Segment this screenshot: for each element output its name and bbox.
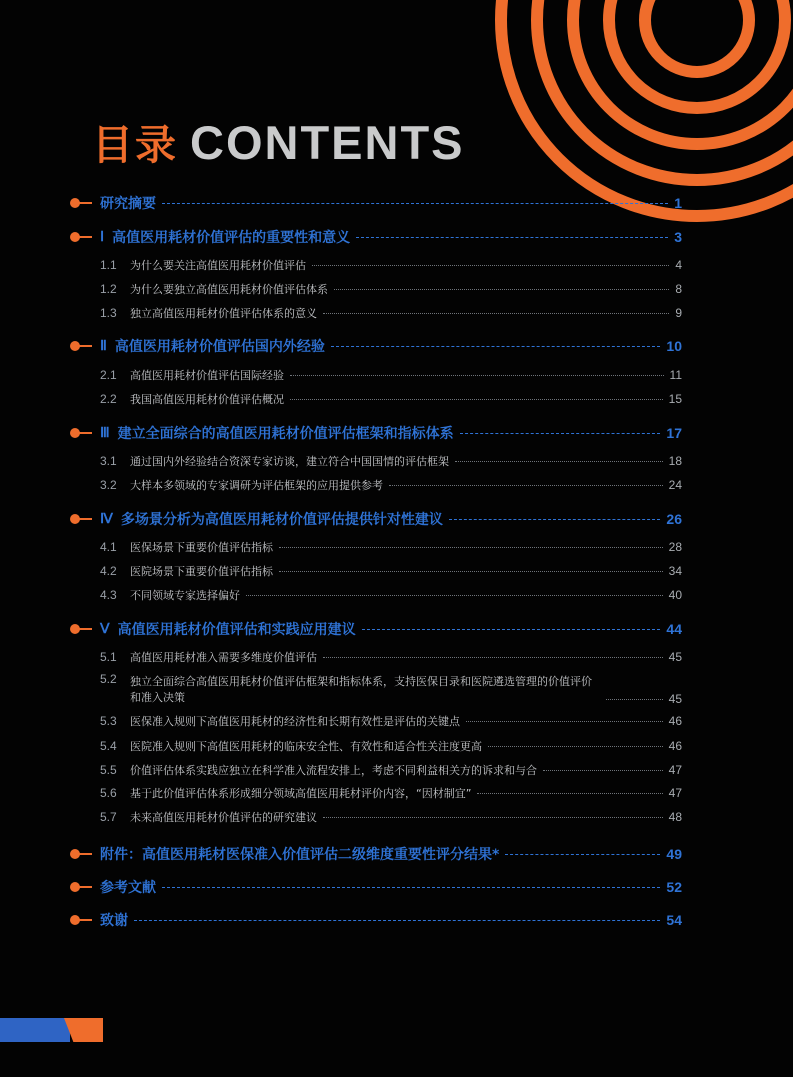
toc-entry-page: 45	[668, 650, 682, 664]
toc-entry-title: 医院准入规则下高值医用耗材的临床安全性、有效性和适合性关注度更高	[130, 740, 482, 753]
toc-section[interactable]	[70, 672, 682, 706]
chapter-number: Ⅲ	[100, 425, 110, 441]
dotted-leader	[460, 433, 661, 434]
toc-chapter-2[interactable]	[70, 335, 682, 357]
toc-entry-page: 47	[668, 763, 682, 777]
bullet-icon	[70, 428, 92, 438]
toc-entry-page: 11	[669, 368, 682, 382]
toc-entry-thanks[interactable]	[70, 909, 682, 931]
title-chinese: 目录	[92, 121, 178, 169]
section-number: 5.5	[100, 763, 117, 777]
dotted-leader	[246, 595, 663, 596]
dotted-leader	[543, 770, 663, 771]
toc-entry-title: 医院场景下重要价值评估指标	[130, 565, 273, 578]
section-number: 5.7	[100, 810, 117, 824]
dotted-leader	[162, 887, 660, 888]
section-number: 5.6	[100, 786, 117, 800]
section-number: 3.2	[100, 478, 117, 492]
toc-entry-title: 为什么要关注高值医用耗材价值评估	[130, 259, 306, 272]
dotted-leader	[279, 571, 663, 572]
toc-entry-page: 48	[668, 810, 682, 824]
toc-entry-page: 3	[674, 229, 682, 245]
toc-section[interactable]	[70, 304, 682, 322]
toc-entry-page: 18	[668, 454, 682, 468]
toc-entry-page: 26	[666, 511, 682, 527]
bullet-icon	[70, 915, 92, 925]
toc-entry-page: 54	[666, 912, 682, 928]
toc-section[interactable]	[70, 256, 682, 274]
toc-entry-page: 4	[675, 258, 682, 272]
toc-entry-page: 9	[675, 306, 682, 320]
toc-section[interactable]	[70, 476, 682, 494]
toc-section[interactable]	[70, 366, 682, 384]
toc-section[interactable]	[70, 761, 682, 779]
bullet-icon	[70, 232, 92, 242]
toc-section[interactable]	[70, 808, 682, 826]
dotted-leader	[488, 746, 663, 747]
chapter-number: Ⅴ	[100, 621, 110, 637]
section-number: 1.3	[100, 306, 117, 320]
toc-entry-title: 我国高值医用耗材价值评估概况	[130, 393, 284, 406]
dotted-leader	[162, 203, 668, 204]
toc-entry-page: 46	[668, 739, 682, 753]
footer-blue-bar	[0, 1018, 70, 1042]
toc-entry-title: 高值医用耗材价值评估国际经验	[130, 369, 284, 382]
toc-entry-page: 8	[675, 282, 682, 296]
dotted-leader	[505, 854, 660, 855]
toc-section[interactable]	[70, 648, 682, 666]
toc-entry-references[interactable]	[70, 876, 682, 898]
chapter-number: Ⅱ	[100, 338, 107, 354]
section-number: 4.2	[100, 564, 117, 578]
section-number: 1.2	[100, 282, 117, 296]
section-number: 1.1	[100, 258, 117, 272]
toc-section[interactable]	[70, 737, 682, 755]
dotted-leader	[312, 265, 669, 266]
toc-entry-title: 高值医用耗材准入需要多维度价值评估	[130, 651, 317, 664]
toc-entry-title: 参考文献	[100, 880, 156, 896]
section-number: 5.4	[100, 739, 117, 753]
toc-entry-title: 高值医用耗材价值评估和实践应用建议	[117, 622, 356, 638]
dotted-leader	[134, 920, 660, 921]
toc-entry-page: 28	[668, 540, 682, 554]
toc-entry-title: 高值医用耗材价值评估的重要性和意义	[112, 230, 351, 246]
dotted-leader	[290, 375, 664, 376]
toc-entry-abstract[interactable]	[70, 192, 682, 214]
bullet-icon	[70, 882, 92, 892]
bullet-icon	[70, 849, 92, 859]
dotted-leader	[389, 485, 663, 486]
section-number: 4.1	[100, 540, 117, 554]
toc-entry-page: 40	[668, 588, 682, 602]
toc-entry-page: 47	[668, 786, 682, 800]
toc-entry-page: 34	[668, 564, 682, 578]
toc-entry-title: 未来高值医用耗材价值评估的研究建议	[130, 811, 317, 824]
toc-entry-title: 为什么要独立高值医用耗材价值评估体系	[130, 283, 328, 296]
bullet-icon	[70, 198, 92, 208]
dotted-leader	[455, 461, 663, 462]
toc-chapter-4[interactable]	[70, 508, 682, 530]
toc-entry-appendix[interactable]	[70, 843, 682, 865]
section-number: 2.2	[100, 392, 117, 406]
dotted-leader	[279, 547, 663, 548]
toc-section[interactable]	[70, 586, 682, 604]
section-number: 5.1	[100, 650, 117, 664]
section-number: 5.3	[100, 714, 117, 728]
dotted-leader	[334, 289, 669, 290]
chapter-number: Ⅰ	[100, 229, 105, 245]
bullet-icon	[70, 624, 92, 634]
toc-section[interactable]	[70, 712, 682, 730]
bullet-icon	[70, 514, 92, 524]
section-number: 3.1	[100, 454, 117, 468]
toc-section[interactable]	[70, 562, 682, 580]
toc-entry-page: 15	[668, 392, 682, 406]
dotted-leader	[323, 313, 669, 314]
toc-entry-title: 高值医用耗材价值评估国内外经验	[114, 339, 325, 355]
toc-entry-title: 独立高值医用耗材价值评估体系的意义	[130, 307, 317, 320]
toc-entry-page: 52	[666, 879, 682, 895]
toc-chapter-5[interactable]	[70, 618, 682, 640]
dotted-leader	[466, 721, 663, 722]
dotted-leader	[323, 817, 663, 818]
toc-entry-title: 附件：高值医用耗材医保准入价值评估二级维度重要性评分结果*	[100, 847, 500, 863]
toc-entry-title: 多场景分析为高值医用耗材价值评估提供针对性建议	[120, 512, 443, 528]
toc-entry-title: 价值评估体系实践应独立在科学准入流程安排上，考虑不同利益相关方的诉求和与合	[130, 764, 537, 777]
title-english: CONTENTS	[190, 116, 465, 169]
toc-section[interactable]	[70, 538, 682, 556]
toc-entry-title: 医保准入规则下高值医用耗材的经济性和长期有效性是评估的关键点	[130, 715, 460, 728]
dotted-leader	[323, 657, 663, 658]
chapter-number: Ⅳ	[100, 511, 113, 527]
toc-section[interactable]	[70, 784, 682, 802]
section-number: 5.2	[100, 672, 117, 686]
bullet-icon	[70, 341, 92, 351]
toc-entry-page: 44	[666, 621, 682, 637]
toc-section[interactable]	[70, 280, 682, 298]
dotted-leader	[362, 629, 661, 630]
toc-entry-page: 45	[668, 692, 682, 706]
dotted-leader	[331, 346, 661, 347]
toc-chapter-1[interactable]	[70, 226, 682, 248]
toc-entry-title: 致谢	[100, 913, 128, 929]
toc-entry-page: 10	[666, 338, 682, 354]
toc-section[interactable]	[70, 452, 682, 470]
dotted-leader	[606, 699, 663, 700]
toc-entry-title: 医保场景下重要价值评估指标	[130, 541, 273, 554]
dotted-leader	[356, 237, 668, 238]
toc-entry-title: 独立全面综合高值医用耗材价值评估框架和指标体系，支持医保目录和医院遴选管理的价值评价和准入决策	[130, 675, 592, 704]
dotted-leader	[449, 519, 661, 520]
toc-entry-page: 24	[668, 478, 682, 492]
toc-entry-title: 建立全面综合的高值医用耗材价值评估框架和指标体系	[117, 426, 454, 442]
toc-entry-title: 大样本多领域的专家调研为评估框架的应用提供参考	[130, 479, 383, 492]
dotted-leader	[290, 399, 663, 400]
toc-chapter-3[interactable]	[70, 422, 682, 444]
toc-section[interactable]	[70, 390, 682, 408]
section-number: 2.1	[100, 368, 117, 382]
toc-entry-title: 通过国内外经验结合资深专家访谈，建立符合中国国情的评估框架	[130, 455, 449, 468]
toc-entry-page: 17	[666, 425, 682, 441]
toc-entry-page: 1	[674, 195, 682, 211]
section-number: 4.3	[100, 588, 117, 602]
dotted-leader	[477, 793, 662, 794]
toc-entry-page: 49	[666, 846, 682, 862]
toc-entry-title: 基于此价值评估体系形成细分领域高值医用耗材评价内容，“因材制宜”	[130, 787, 472, 800]
toc-entry-title: 不同领域专家选择偏好	[130, 589, 240, 602]
toc-entry-page: 46	[668, 714, 682, 728]
toc-entry-title: 研究摘要	[100, 196, 156, 212]
